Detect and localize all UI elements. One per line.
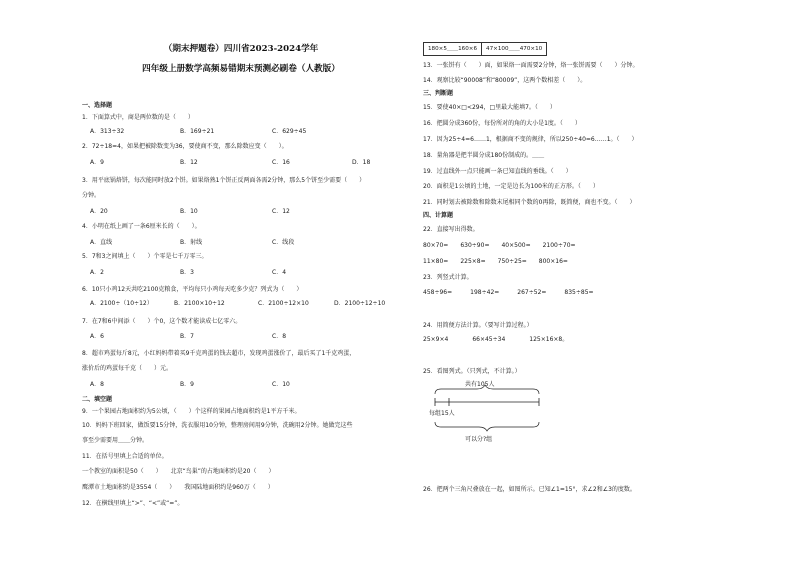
question-10-cont: 事至少需要用＿＿分钟。 bbox=[82, 437, 149, 444]
title-line-2: 四年级上册数学高频易错期末预测必刷卷（人教版） bbox=[142, 64, 340, 74]
option: A．313÷32 bbox=[90, 128, 125, 135]
section-judge: 三、判断题 bbox=[423, 90, 454, 97]
question-23-row: 458÷96= 198÷42= 267÷52= 835÷85= bbox=[423, 289, 594, 296]
diagram-total-label: 共有105人 bbox=[465, 381, 495, 388]
question-12: 12．在横线里填上“>”、“<”或“=”。 bbox=[82, 500, 184, 507]
option: A．8 bbox=[90, 381, 104, 388]
bottom-brace bbox=[435, 422, 539, 431]
option: C．4 bbox=[272, 269, 287, 276]
option: A．20 bbox=[90, 208, 108, 215]
compare-box-2: 47×100＿＿470×10 bbox=[482, 42, 547, 56]
option: C．16 bbox=[272, 159, 290, 166]
option: A．直线 bbox=[90, 239, 113, 246]
question-7-options bbox=[82, 333, 286, 341]
option: B．7 bbox=[180, 333, 194, 340]
option: B．射线 bbox=[180, 239, 203, 246]
question-6-options bbox=[82, 300, 385, 308]
question-25: 25．看图列式。（只列式，不计算。） bbox=[423, 368, 521, 375]
question-22-row-b: 11×80= 225×8= 750÷25= 800×16= bbox=[423, 258, 568, 265]
section-calc: 四、计算题 bbox=[423, 212, 454, 219]
question-18: 18．量角器是把半圆分成180份制成的。＿＿ bbox=[423, 152, 545, 159]
option: C．12 bbox=[272, 208, 290, 215]
question-2-options bbox=[82, 159, 370, 167]
question-7: 7．在7和6中间添（ ）个0，这个数才能读成七亿零六。 bbox=[82, 318, 242, 325]
question-3-cont: 分钟。 bbox=[82, 192, 101, 199]
question-24: 24．用简便方法计算。（要写计算过程。） bbox=[423, 322, 533, 329]
option: A．2 bbox=[90, 269, 104, 276]
option: A．2100÷（10÷12） bbox=[90, 300, 153, 307]
compare-box-1: 180×5＿＿160×6 bbox=[423, 42, 482, 56]
option: C．2100÷12×10 bbox=[258, 300, 309, 307]
option: B．12 bbox=[180, 159, 198, 166]
question-16: 16．把圆分成360份，每份所对的角的大小是1度。（ ） bbox=[423, 120, 581, 127]
question-26: 26．把两个三角尺叠放在一起，如图所示。已知∠1=15°，求∠2和∠3的度数。 bbox=[423, 486, 636, 493]
question-3-options bbox=[82, 208, 290, 216]
question-5: 5．7和3之间填上（ ）个零是七千万零三。 bbox=[82, 253, 208, 260]
option: C．10 bbox=[272, 381, 290, 388]
option: A．6 bbox=[90, 333, 104, 340]
diagram-group-label: 每组15人 bbox=[429, 410, 455, 417]
question-17: 17．因为25÷4=6……1，根据商不变的规律，所以250÷40=6……1。（ ） bbox=[423, 136, 638, 143]
option: B．169÷21 bbox=[180, 128, 215, 135]
option: B．2100×10÷12 bbox=[174, 300, 225, 307]
question-19: 19．过直线外一点只能画一条已知直线的垂线。（ ） bbox=[423, 168, 572, 175]
question-1: 1．下面算式中，商是两位数的是（ ） bbox=[82, 114, 194, 121]
section-fill: 二、填空题 bbox=[82, 396, 113, 403]
option: D．18 bbox=[352, 159, 371, 166]
question-11-line-b: 鹰潭市土地面积约是3554（ ） 我国陆地面积约是960万（ ） bbox=[82, 484, 274, 491]
question-6: 6．10只小鸡12天共吃2100克粮食，平均每只小鸡每天吃多少克？列式为（ ） bbox=[82, 286, 303, 293]
question-8-cont: 涨价后的鸡蛋每千克（ ）元。 bbox=[82, 365, 173, 372]
option: C．线段 bbox=[272, 239, 295, 246]
question-11: 11．在括号里填上合适的单位。 bbox=[82, 453, 168, 460]
option: C．8 bbox=[272, 333, 287, 340]
question-4-options bbox=[82, 239, 294, 247]
question-8-options bbox=[82, 381, 290, 389]
question-13: 13．一张饼有（ ）面，如果烙一面需要2分钟，烙一张饼需要（ ）分钟。 bbox=[423, 62, 639, 69]
question-22: 22．直接写出得数。 bbox=[423, 226, 479, 233]
line-segment-diagram bbox=[429, 378, 549, 448]
question-15: 15．要使40×□<294，□里最大能填7。（ ） bbox=[423, 104, 556, 111]
question-22-row-a: 80×70= 630÷90= 40×500= 2100÷70= bbox=[423, 242, 576, 249]
question-20: 20．面积是1公顷的土地，一定是边长为100米的正方形。（ ） bbox=[423, 183, 599, 190]
diagram-question-label: 可以分?组 bbox=[465, 436, 493, 443]
option: B．10 bbox=[180, 208, 198, 215]
question-4: 4．小明在纸上画了一条6厘米长的（ ）。 bbox=[82, 223, 201, 230]
question-21: 21．同时划去被除数和除数末尾相同个数的0再除，既简便，商也不变。（ ） bbox=[423, 199, 636, 206]
option: B．9 bbox=[180, 381, 194, 388]
option: A．9 bbox=[90, 159, 104, 166]
question-24-row: 25×9×4 66×45÷34 125×16×8。 bbox=[423, 336, 569, 343]
question-11-line-a: 一个教室的面积是50（ ） 北京“鸟巢”的占地面积约是20（ ） bbox=[82, 468, 275, 475]
section-choice: 一、选择题 bbox=[82, 102, 113, 109]
option: D．2100÷12÷10 bbox=[334, 300, 386, 307]
option: C．629÷45 bbox=[272, 128, 307, 135]
question-9: 9．一个果园占地面积约为5公顷，（ ）个这样的果园占地面积约是1平方千米。 bbox=[82, 408, 301, 415]
question-5-options bbox=[82, 269, 286, 277]
question-1-options bbox=[82, 128, 306, 136]
title-line-1: （期末押题卷）四川省2023-2024学年 bbox=[163, 44, 319, 54]
question-14: 14．观察比较“90008”和“80009”，这两个数相差（ ）。 bbox=[423, 77, 587, 84]
question-10: 10．妈妈下班回家，做饭要15分钟，洗衣服用10分钟，整理房间用9分钟，洗碗用2分钟。她做完这些 bbox=[82, 422, 353, 429]
compare-boxes bbox=[423, 42, 547, 55]
question-8: 8．超市鸡蛋每斤8元，小红妈妈带着买9千克鸡蛋的钱去超市，发现鸡蛋涨价了，最后买了1千克鸡蛋， bbox=[82, 350, 356, 357]
question-23: 23．列竖式计算。 bbox=[423, 274, 473, 281]
question-3: 3．用平底锅烙饼，每次能同时放2个饼。如果烙熟1个饼正反两面各需2分钟，那么5个饼至少需要（ ） bbox=[82, 177, 366, 184]
option: B．3 bbox=[180, 269, 194, 276]
question-2: 2．72÷18=4，如果把被除数变为36，要使商不变，那么除数应变（ ）。 bbox=[82, 143, 288, 150]
